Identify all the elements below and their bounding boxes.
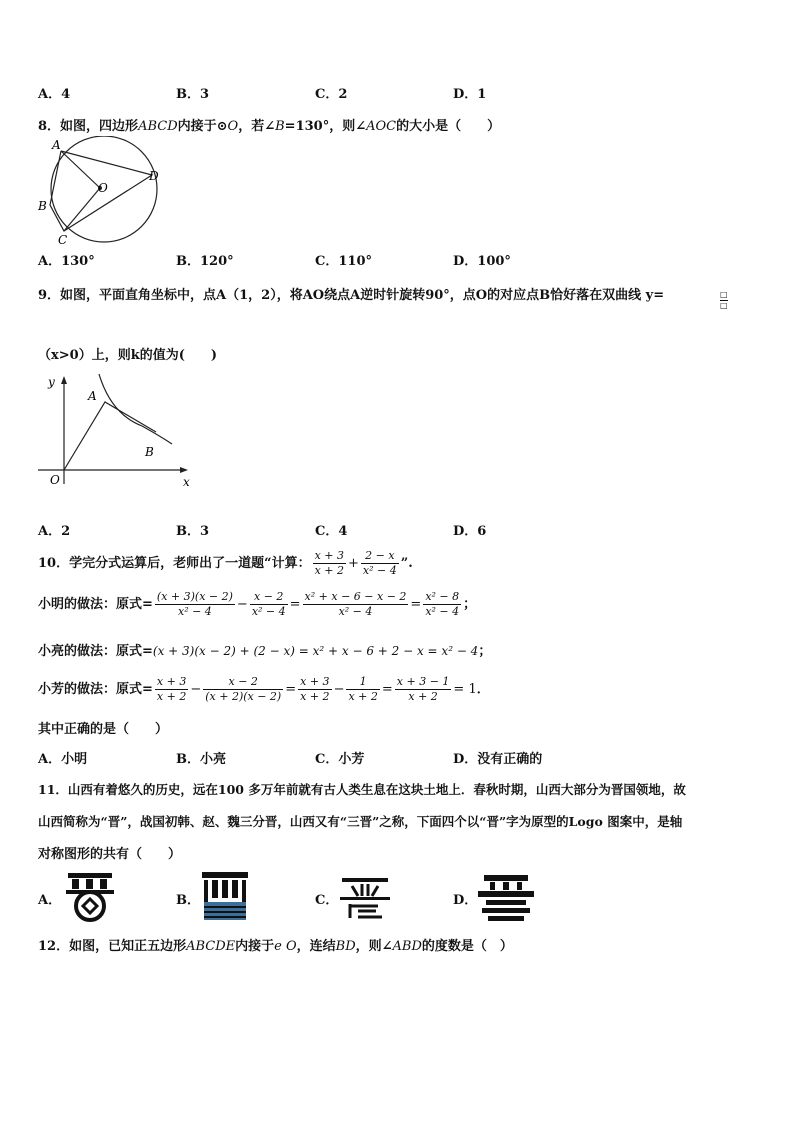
q12-text-5: 的度数是（ ） [421,939,513,954]
q11-logo-d-image [476,872,536,922]
q10-xf-frac-1: $\frac{x + 3}{x + 2}$ [156,675,187,703]
q9-option-b: B．3 [176,524,210,539]
q8-segment-co [64,188,100,231]
q9-hyperbola-curve [99,374,172,444]
q12-text-2: 内接于 [235,939,275,954]
q10-xiaofang-line [38,675,490,704]
q10-xf-minus-2: − [333,682,345,697]
q8-circle-figure [34,136,164,248]
q10-xl-end: ； [478,644,492,659]
q9-line1: 9．如图，平面直角坐标中，点A（1，2），将AO绕点A逆时针旋转90°，点O的对应点B恰好落在双曲线 y= [38,288,665,303]
q10-xm-frac-4: $\frac{\text{x² − 8}}{\text{x² − 4}}$ [425,590,460,618]
q7-option-c: C．2 [315,87,348,102]
q11-option-b-label: B． [176,893,200,908]
q10-given-frac-1: $\frac{x + 3}{x + 2}$ [314,549,344,577]
q11-option-d-label: D． [453,893,478,908]
q8-label-d: D [149,169,159,183]
q10-xm-frac-2: $\frac{x - 2}{\text{x² − 4}}$ [251,590,286,618]
q10-xf-minus-1: − [190,682,202,697]
q9-segments [64,402,156,470]
q8-label-a: A [52,138,61,152]
q10-xf-eq-3: = 1 [453,682,477,697]
q10-option-b: B．小亮 [176,752,226,767]
q9-option-c: C．4 [315,524,348,539]
q11-logo-a-image [62,870,118,922]
q8-text-4: =130°，则∠ [284,119,367,134]
q10-intro: 10．学完分式运算后，老师出了一道题“计算： [38,556,311,571]
q12-text-4: ，则∠ [355,939,393,954]
q10-xm-frac-3: $\frac{\text{x² + x − 6 − x − 2}}{\text{x² − 4}}$ [304,590,407,618]
q9-x-arrow [180,467,188,473]
q12-abcde: ABCDE [186,939,236,954]
q11-line3: 对称图形的共有（ ） [38,847,182,862]
q10-xm-eq-1: = [289,597,301,612]
q9-frac-den: □ [720,301,728,310]
q7-option-d: D．1 [453,87,487,102]
q11-logo-c-image [338,872,392,922]
q10-xiaoming-line [38,590,476,619]
q12-stem [38,935,513,954]
q11-option-c-label: C． [315,893,339,908]
q10-xf-end: ． [476,682,490,697]
q12-text-1: 12．如图，已知正五边形 [38,939,187,954]
q10-xiaoliang-line [38,640,491,659]
q12-bd: BD [335,939,356,954]
q10-xiaofang-label: 小芳的做法：原式= [38,682,153,697]
q8-option-a: A．130° [38,254,95,269]
q10-given-frac-2: $\frac{2 - x}{\text{x² − 4}}$ [362,549,397,577]
q8-b: B [275,119,285,134]
q8-text-3: ，若∠ [238,119,276,134]
q12-abd: ABD [392,939,422,954]
q10-intro-line [38,549,413,578]
q9-label-y: y [48,375,55,389]
q7-option-b: B．3 [176,87,210,102]
q9-line2: （x>0）上，则k的值为( ) [38,348,217,363]
q8-aoc: AOC [366,119,397,134]
q9-label-b: B [145,445,154,459]
q12-text-3: ，连结 [296,939,336,954]
q10-xf-frac-4: $\frac{1}{x + 2}$ [348,675,378,703]
q10-xm-minus: − [236,597,248,612]
q9-y-arrow [61,376,67,384]
q9-option-d: D．6 [453,524,487,539]
q8-text-1: 如图，四边形 [60,119,139,134]
q10-xm-frac-1: $\frac{(x + 3)(x - 2)}{\text{x² − 4}}$ [156,590,233,618]
q8-abcd: ABCD [138,119,178,134]
q8-number: 8． [38,119,61,134]
q8-label-b: B [38,199,47,213]
q8-option-c: C．110° [315,254,372,269]
q8-option-d: D．100° [453,254,511,269]
q10-xm-eq-2: = [410,597,422,612]
q10-question: 其中正确的是（ ） [38,722,169,737]
q10-xiaoming-label: 小明的做法：原式= [38,597,153,612]
q10-xf-frac-5: $\frac{x + 3 - 1}{x + 2}$ [396,675,450,703]
q11-option-a-label: A． [38,893,62,908]
q9-coordinate-figure [36,372,196,490]
q8-stem [38,115,500,134]
q9-label-a: A [88,389,97,403]
q8-text-5: 的大小是（ ） [396,119,501,134]
q8-label-c: C [58,233,68,247]
q10-xf-frac-3: $\frac{x + 3}{x + 2}$ [300,675,330,703]
q10-intro-end: ”. [400,556,413,571]
q10-xf-eq-2: = [381,682,393,697]
q10-xf-frac-2: $\frac{x - 2}{(x + 2)(x - 2)}$ [205,675,282,703]
q10-option-c: C．小芳 [315,752,365,767]
q12-circle-o: e O [274,939,297,954]
q10-xiaoliang-label: 小亮的做法：原式= [38,644,153,659]
q9-option-a: A．2 [38,524,71,539]
q8-option-b: B．120° [176,254,234,269]
q10-xl-expr: (x + 3)(x − 2) + (2 − x) = x² + x − 6 + 2 − x = x² − 4 [152,644,479,658]
q9-frac-num: □ [720,290,728,299]
q9-hyperbola-fraction [720,290,728,311]
q9-label-o: O [50,473,60,487]
q7-option-a: A．4 [38,87,71,102]
q10-xf-eq-1: = [285,682,297,697]
q10-option-d: D．没有正确的 [453,752,543,767]
q10-given-plus: + [348,556,359,571]
q10-option-a: A．小明 [38,752,88,767]
q10-xm-end: ； [463,597,477,612]
q11-logo-b-image [198,870,252,924]
q11-line2: 山西简称为“晋”，战国初韩、赵、魏三分晋，山西又有“三晋”之称，下面四个以“晋”字为原型的Logo 图案中，是轴 [38,814,683,829]
q8-label-o: O [98,181,108,195]
q8-o: O [227,119,239,134]
q8-text-2: 内接于⊙ [177,119,228,134]
q11-line1: 11．山西有着悠久的历史，远在100 多万年前就有古人类生息在这块土地上．春秋时期，山西大部分为晋国领地，故 [38,782,686,797]
q9-label-x: x [183,475,190,489]
